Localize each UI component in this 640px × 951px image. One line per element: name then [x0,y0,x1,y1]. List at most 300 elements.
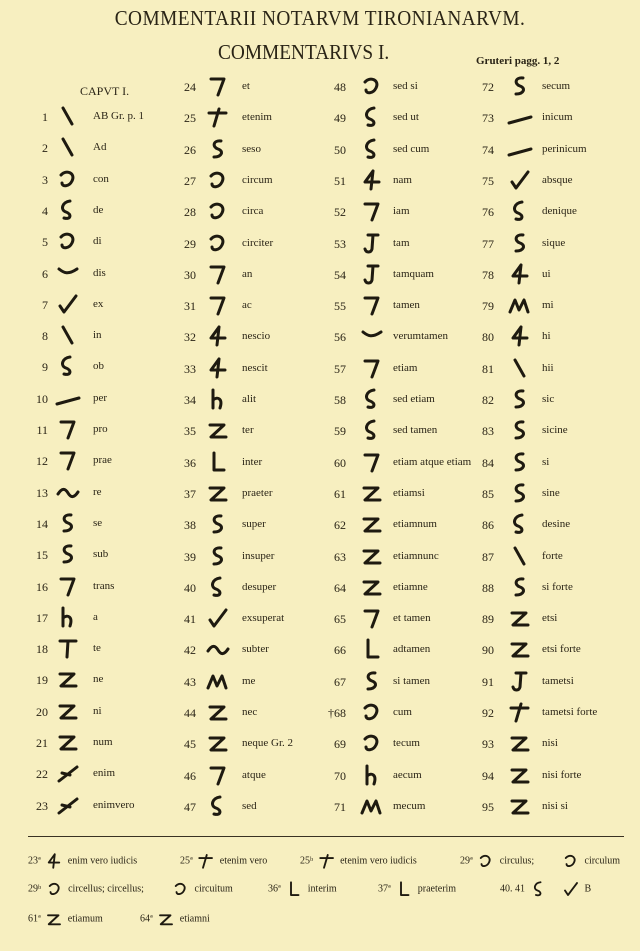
entry-word: nec [242,706,258,718]
entry-word: circum [242,173,273,186]
page-title: COMMENTARII NOTARVM TIRONIANARVM. [114,6,526,30]
loop-icon [204,794,232,818]
entry-word: exsuperat [242,612,285,625]
entry-number: 5 [42,235,48,250]
m-icon [358,794,386,818]
entry-word: verumtamen [393,330,448,343]
footnote-number: 23ª [28,855,41,867]
loop-icon [54,198,82,222]
entry-word: inicum [542,111,573,124]
entry-word: sine [542,486,560,499]
angle-icon [204,74,232,98]
four-icon [506,262,534,286]
entry-word: num [93,736,113,748]
dash-icon [54,386,82,410]
entry-number: 11 [36,423,48,437]
footnote-item [460,852,534,870]
curve-icon [358,700,386,724]
s-icon [204,544,232,568]
entry-word: hi [542,330,551,343]
entry-word: etiamsi [393,486,425,499]
entry-word: pro [93,423,108,435]
entry-number: 62 [334,518,346,533]
entry-word: denique [542,205,577,218]
entry-number: 9 [42,360,48,375]
z-icon [358,512,386,536]
entry-number: 88 [482,580,494,595]
slash-icon [54,761,82,785]
entry-word: etiam atque etiam [393,455,472,468]
entry-number: 1 [42,110,48,124]
footnote-number: 61ª [28,913,41,925]
entry-number: 77 [482,236,494,251]
j-icon [358,231,386,255]
entry-word: de [93,203,104,216]
entry-number: 46 [184,768,196,783]
entry-number: 63 [334,549,346,564]
entry-word: sed [242,799,257,812]
footnote-number: 29ª [460,855,473,867]
loop-icon [358,418,386,442]
footnote-number: 25ᵇ [300,855,314,867]
dash-icon [506,137,534,161]
s-icon [506,74,534,98]
entry-number: 67 [334,674,346,689]
entry-word: absque [542,173,573,186]
stroke-icon [54,323,82,347]
footnote-item [560,880,591,898]
entry-word: nisi forte [542,768,582,781]
curve-icon [358,74,386,98]
entry-word: circa [242,205,264,218]
angle-icon [204,262,232,286]
entry-number: 78 [482,267,494,282]
hook-icon [358,324,386,348]
stroke-icon [506,544,534,568]
entry-number: 79 [482,299,494,314]
entry-word: etiam [393,361,418,374]
entry-word: trans [93,579,115,592]
entry-number: 34 [184,393,196,407]
entry-number: 10 [36,391,48,406]
curve-icon [44,880,66,898]
footnote-word: praeterim [417,883,457,895]
angle-icon [358,450,386,474]
entry-word: dis [93,266,106,279]
z-icon [54,699,82,723]
m-icon [204,669,232,693]
entry-number: 30 [184,267,196,282]
loop-icon [204,575,232,599]
entry-word: sed si [393,80,418,92]
footnote-word: B [584,883,592,895]
entry-word: te [93,642,101,655]
page-subtitle: COMMENTARIVS I. [218,40,390,64]
footnote-item [180,852,267,870]
cross-icon [204,105,232,129]
stroke-icon [506,356,534,380]
entry-word: tametsi [542,674,574,687]
cross-icon [316,852,338,870]
entry-number: 45 [184,737,196,752]
entry-word: prae [93,454,112,467]
entry-word: sed ut [393,111,419,124]
entry-word: nisi si [542,799,568,812]
entry-number: 87 [482,549,494,564]
four-icon [43,852,65,870]
entry-word: an [242,267,253,280]
entry-word: forte [542,549,563,562]
entry-word: insuper [242,549,275,562]
entry-number: 57 [334,361,346,376]
footnote-item [170,880,233,898]
entry-number: 92 [482,706,494,720]
entry-number: 75 [482,173,494,188]
entry-number: 54 [334,267,346,282]
footnote-item [378,880,456,898]
entry-number: 58 [334,393,346,407]
angle-icon [358,293,386,317]
entry-word: nam [393,173,412,186]
entry-number: 55 [334,299,346,314]
s-icon [506,387,534,411]
m-icon [506,293,534,317]
entry-word: ac [242,299,252,312]
entry-number: 8 [42,329,48,344]
entry-number: 90 [482,643,494,658]
entry-number: 59 [334,424,346,439]
entry-word: etiamnum [393,518,437,531]
entry-number: 44 [184,706,196,720]
entry-number: 15 [36,548,48,563]
z-icon [155,910,177,928]
entry-word: aecum [393,768,422,781]
z-icon [204,481,232,505]
z-icon [204,700,232,724]
entry-word: praeter [242,486,273,499]
entry-number: 84 [482,455,494,470]
l-icon [204,450,232,474]
entry-number: 12 [36,454,48,469]
entry-number: 39 [184,549,196,564]
entry-number: 6 [42,266,48,281]
entry-number: 71 [334,799,346,814]
entry-word: etiamne [393,580,428,593]
entry-number: 74 [482,142,494,157]
loop-icon [358,105,386,129]
entry-word: tamquam [393,267,434,280]
entry-word: per [93,391,108,404]
loop-icon [506,512,534,536]
entry-number: 48 [334,80,346,94]
entry-word: tamen [393,299,420,312]
slash-icon [54,793,82,817]
s-icon [506,418,534,442]
j-icon [506,669,534,693]
entry-number: 19 [36,673,48,688]
footnote-item [268,880,337,898]
footnote-word: enim vero iudicis [67,855,138,867]
entry-word: tam [393,236,410,249]
footnote-number: 36ª [268,883,281,895]
entry-word: con [93,172,109,185]
entry-number: 69 [334,737,346,752]
entry-number: 31 [184,299,196,314]
entry-number: 25 [184,111,196,126]
angle-icon [204,293,232,317]
l-icon [393,880,415,898]
entry-word: sed cum [393,142,430,155]
entry-word: me [242,674,256,687]
stroke-icon [54,104,82,128]
footnote-item [560,852,620,870]
entry-number: 51 [334,173,346,188]
entry-number: 3 [42,172,48,187]
loop-icon [358,137,386,161]
entry-word: tecum [393,737,420,750]
curve-icon [358,731,386,755]
entry-number: 7 [42,297,48,312]
angle-icon [54,417,82,441]
footnote-number: 37ª [378,883,391,895]
entry-number: 23 [36,798,48,813]
entry-number: 80 [482,330,494,345]
angle-icon [54,574,82,598]
footnote-word: circuitum [194,883,233,895]
loop-icon [506,199,534,223]
h-icon [204,387,232,411]
entry-word: sub [93,548,109,561]
four-icon [204,356,232,380]
curve-icon [475,852,497,870]
entry-word: seso [242,142,261,155]
entry-number: 93 [482,737,494,752]
wave-icon [54,480,82,504]
z-icon [358,481,386,505]
entry-word: sique [542,236,566,249]
entry-number: 66 [334,643,346,658]
angle-icon [358,606,386,630]
four-icon [506,324,534,348]
entry-number: 21 [36,736,48,750]
entry-word: re [93,485,102,498]
entry-number: 4 [42,203,48,218]
entry-number: 35 [184,424,196,439]
entry-word: desuper [242,580,277,593]
entry-number: 50 [334,142,346,157]
j-icon [358,262,386,286]
entry-number: 32 [184,330,196,345]
entry-word: in [93,329,102,342]
entry-number: 85 [482,486,494,501]
entry-number: 61 [334,486,346,501]
entry-word: nisi [542,737,558,750]
entry-word: cum [393,706,412,718]
s-icon [204,137,232,161]
entry-word: enim [93,767,115,780]
entry-number: 17 [36,610,48,625]
footnote-word: circulum [584,855,621,867]
z-icon [43,910,65,928]
s-icon [506,575,534,599]
entry-number: †68 [328,706,346,720]
entry-number: 89 [482,612,494,627]
entry-number: 14 [36,516,48,531]
entry-word: mi [542,299,554,312]
angle-icon [54,448,82,472]
entry-word: neque Gr. 2 [242,737,294,750]
section-heading: CAPVT I. [80,84,130,98]
curve-icon [170,880,192,898]
z-icon [506,731,534,755]
s-icon [506,231,534,255]
curve-icon [560,852,582,870]
entry-number: 81 [482,361,494,376]
entry-word: sic [542,393,555,405]
entry-word: etenim [242,111,272,124]
footnote-word: interim [307,883,337,895]
entry-number: 52 [334,205,346,220]
entry-number: 38 [184,518,196,533]
entry-number: 36 [184,455,196,470]
entry-number: 22 [36,767,48,782]
entry-word: ter [242,424,254,437]
l-icon [283,880,305,898]
entry-number: 18 [36,642,48,657]
footnote-word: etenim vero iudicis [340,855,417,867]
entry-word: sed tamen [393,424,438,437]
z-icon [358,544,386,568]
check-icon [560,880,582,898]
l-icon [358,637,386,661]
curve-icon [204,168,232,192]
entry-number: 64 [334,580,346,595]
entry-word: tametsi forte [542,706,598,718]
entry-word: si tamen [393,674,430,687]
entry-number: 41 [184,612,196,627]
entry-word: a [93,610,98,623]
footnote-word: circulus; [499,855,535,867]
entry-number: 33 [184,361,196,376]
z-icon [358,575,386,599]
entry-number: 49 [334,111,346,126]
four-icon [204,324,232,348]
entry-number: 26 [184,142,196,157]
entry-number: 82 [482,393,494,407]
footnote-divider [28,836,624,837]
s-icon [506,481,534,505]
check-icon [506,168,534,192]
s-icon [204,512,232,536]
loop-icon [54,354,82,378]
h-icon [358,763,386,787]
footnote-item [28,910,103,928]
check-icon [204,606,232,630]
s-icon [54,542,82,566]
loop-icon [358,387,386,411]
entry-word: mecum [393,799,426,812]
entry-word: di [93,235,102,248]
z-icon [506,606,534,630]
reference-note: Gruteri pagg. 1, 2 [476,55,560,67]
entry-number: 95 [482,799,494,814]
entry-word: inter [242,455,263,468]
angle-icon [358,356,386,380]
entry-number: 47 [184,799,196,814]
entry-number: 83 [482,424,494,439]
entry-number: 13 [36,485,48,500]
entry-word: adtamen [393,643,431,656]
entry-word: alit [242,393,257,405]
footnote-word: circellus; circellus; [68,883,144,895]
entry-number: 56 [334,330,346,345]
entry-word: iam [393,205,410,218]
curve-icon [204,231,232,255]
entry-word: subter [242,643,269,656]
entry-word: ob [93,360,104,373]
entry-number: 72 [482,80,494,94]
entry-number: 29 [184,236,196,251]
cross-icon [506,700,534,724]
entry-number: 16 [36,579,48,594]
s-icon [506,450,534,474]
check-icon [54,292,82,316]
angle-icon [358,199,386,223]
entry-word: sicine [542,424,568,437]
z-icon [204,418,232,442]
entry-word: nescit [242,361,268,374]
curve-icon [54,167,82,191]
entry-word: etiamnunc [393,549,439,562]
entry-number: 94 [482,768,494,783]
entry-number: 65 [334,612,346,627]
footnote-item [140,910,210,928]
footnote-item [500,880,550,898]
entry-word: nescio [242,330,271,343]
s-icon [358,669,386,693]
footnote-number: 64ª [140,913,153,925]
entry-number: 76 [482,205,494,220]
curve-icon [54,229,82,253]
entry-number: 40 [184,580,196,595]
entry-number: 60 [334,455,346,470]
z-icon [204,731,232,755]
z-icon [506,637,534,661]
entry-word: ni [93,704,102,717]
cross-icon [195,852,217,870]
entry-word: AB Gr. p. 1 [93,110,145,122]
entry-word: et tamen [393,612,431,625]
footnote-item [300,852,417,870]
entry-number: 27 [184,173,196,188]
entry-number: 73 [482,111,494,126]
footnote-number: 25ª [180,855,193,867]
entry-word: ui [542,267,551,280]
entry-number: 28 [184,205,196,220]
hook-icon [54,261,82,285]
stroke-icon [54,135,82,159]
dash-icon [506,105,534,129]
curve-icon [204,199,232,223]
entry-word: etsi [542,612,558,625]
entry-word: sed etiam [393,393,435,405]
entry-word: ex [93,297,104,310]
entry-word: Ad [93,141,107,154]
wave-icon [204,637,232,661]
entry-word: super [242,518,266,531]
s-icon [54,511,82,535]
z-icon [506,763,534,787]
